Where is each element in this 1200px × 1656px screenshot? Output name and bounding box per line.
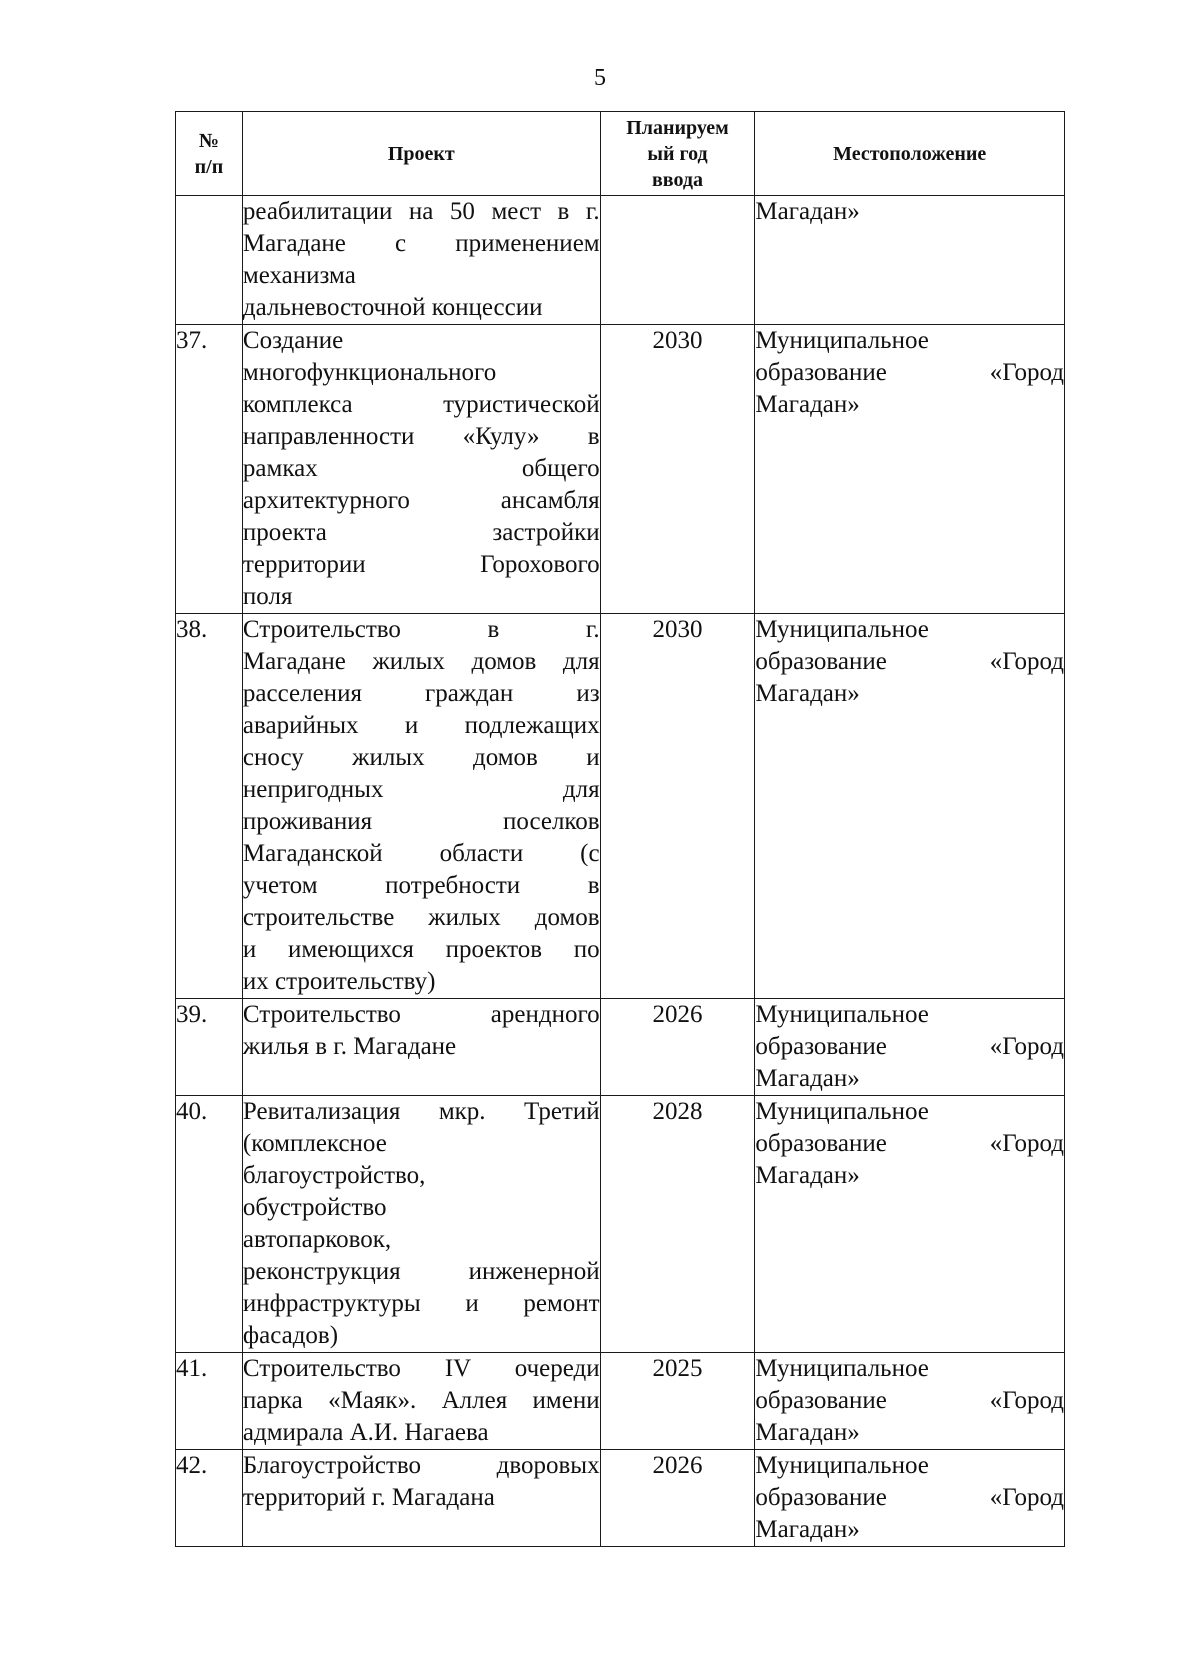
row-number: 38.: [176, 614, 243, 999]
project-line: Создание: [242, 327, 344, 354]
row-number: 39.: [176, 999, 243, 1096]
row-project: [242, 999, 600, 1096]
project-line: непригодных для: [242, 776, 600, 803]
project-line: реабилитации на 50 мест в г.: [242, 198, 600, 225]
location-line: образование «Город: [755, 648, 1064, 675]
location-line: Муниципальное: [755, 1098, 929, 1125]
project-line: Ревитализация мкр. Третий: [242, 1098, 600, 1125]
project-line: территорий г. Магадана: [242, 1484, 495, 1511]
project-line: поля: [242, 583, 293, 610]
project-line: реконструкция инженерной: [242, 1258, 600, 1285]
project-line: и имеющихся проектов по: [242, 936, 600, 963]
project-line: Строительство IV очереди: [242, 1355, 600, 1382]
location-line: Муниципальное: [755, 1452, 929, 1479]
location-line: Магадан»: [755, 1419, 860, 1446]
row-project: [242, 1353, 600, 1450]
project-line: проекта застройки: [242, 519, 600, 546]
project-line: их строительству): [242, 968, 436, 995]
project-line: адмирала А.И. Нагаева: [242, 1419, 489, 1446]
table-body: [176, 196, 1065, 1547]
project-line: рамках общего: [242, 455, 600, 482]
project-line: расселения граждан из: [242, 680, 600, 707]
project-line: Магаданской области (с: [242, 840, 600, 867]
project-line: фасадов): [242, 1322, 339, 1349]
project-line: Строительство в г.: [242, 616, 600, 643]
location-line: Магадан»: [755, 1065, 860, 1092]
row-location: [755, 325, 1065, 614]
row-number: 42.: [176, 1450, 243, 1547]
project-line: механизма: [242, 262, 356, 289]
project-line: автопарковок,: [242, 1226, 392, 1253]
row-project: [242, 325, 600, 614]
project-line: строительстве жилых домов: [242, 904, 600, 931]
row-location: [755, 1450, 1065, 1547]
location-line: Магадан»: [755, 391, 860, 418]
project-line: направленности «Кулу» в: [242, 423, 600, 450]
row-year: 2028: [600, 1096, 755, 1353]
project-line: благоустройство,: [242, 1162, 426, 1189]
table-row: [176, 1450, 1065, 1547]
location-line: образование «Город: [755, 359, 1064, 386]
header-num: № п/п: [176, 112, 243, 196]
row-year: 2030: [600, 325, 755, 614]
project-line: (комплексное: [242, 1130, 387, 1157]
project-line: учетом потребности в: [242, 872, 600, 899]
row-location: [755, 999, 1065, 1096]
table-header-row: [176, 112, 1065, 196]
row-number: 40.: [176, 1096, 243, 1353]
location-line: Магадан»: [755, 198, 860, 225]
table-row: [176, 999, 1065, 1096]
project-line: сносу жилых домов и: [242, 744, 600, 771]
project-line: Магадане жилых домов для: [242, 648, 600, 675]
project-line: парка «Маяк». Аллея имени: [242, 1387, 600, 1414]
project-line: аварийных и подлежащих: [242, 712, 600, 739]
table-row: [176, 614, 1065, 999]
location-line: образование «Город: [755, 1387, 1064, 1414]
location-line: Магадан»: [755, 1516, 860, 1543]
project-line: Строительство арендного: [242, 1001, 600, 1028]
table-row: [176, 1353, 1065, 1450]
project-line: дальневосточной концессии: [242, 294, 543, 321]
location-line: образование «Город: [755, 1033, 1064, 1060]
row-number: 41.: [176, 1353, 243, 1450]
project-line: многофункционального: [242, 359, 497, 386]
location-line: Муниципальное: [755, 616, 929, 643]
project-line: жилья в г. Магадане: [242, 1033, 457, 1060]
table-row: [176, 325, 1065, 614]
row-location: [755, 1353, 1065, 1450]
row-year: 2026: [600, 1450, 755, 1547]
row-year: 2025: [600, 1353, 755, 1450]
location-line: Муниципальное: [755, 1355, 929, 1382]
project-line: обустройство: [242, 1194, 387, 1221]
project-line: Благоустройство дворовых: [242, 1452, 600, 1479]
project-line: Магадане с применением: [242, 230, 600, 257]
location-line: Муниципальное: [755, 1001, 929, 1028]
row-project: [242, 614, 600, 999]
table-row: [176, 1096, 1065, 1353]
header-project: Проект: [242, 112, 600, 196]
row-location: [755, 614, 1065, 999]
row-location: [755, 1096, 1065, 1353]
row-year: 2030: [600, 614, 755, 999]
location-line: Магадан»: [755, 680, 860, 707]
project-line: проживания поселков: [242, 808, 600, 835]
row-year: 2026: [600, 999, 755, 1096]
location-line: Магадан»: [755, 1162, 860, 1189]
project-line: архитектурного ансамбля: [242, 487, 600, 514]
header-location: Местоположение: [755, 112, 1065, 196]
projects-table: [175, 111, 1065, 1547]
location-line: образование «Город: [755, 1484, 1064, 1511]
project-line: комплекса туристической: [242, 391, 600, 418]
project-line: территории Горохового: [242, 551, 600, 578]
table-row: [176, 196, 1065, 325]
project-line: инфраструктуры и ремонт: [242, 1290, 600, 1317]
row-number: 37.: [176, 325, 243, 614]
row-project: [242, 196, 600, 325]
row-number: [176, 196, 243, 325]
location-line: образование «Город: [755, 1130, 1064, 1157]
header-year: Планируем ый год ввода: [600, 112, 755, 196]
page-number: 5: [594, 65, 606, 91]
row-project: [242, 1096, 600, 1353]
location-line: Муниципальное: [755, 327, 929, 354]
row-location: [755, 196, 1065, 325]
row-project: [242, 1450, 600, 1547]
row-year: [600, 196, 755, 325]
